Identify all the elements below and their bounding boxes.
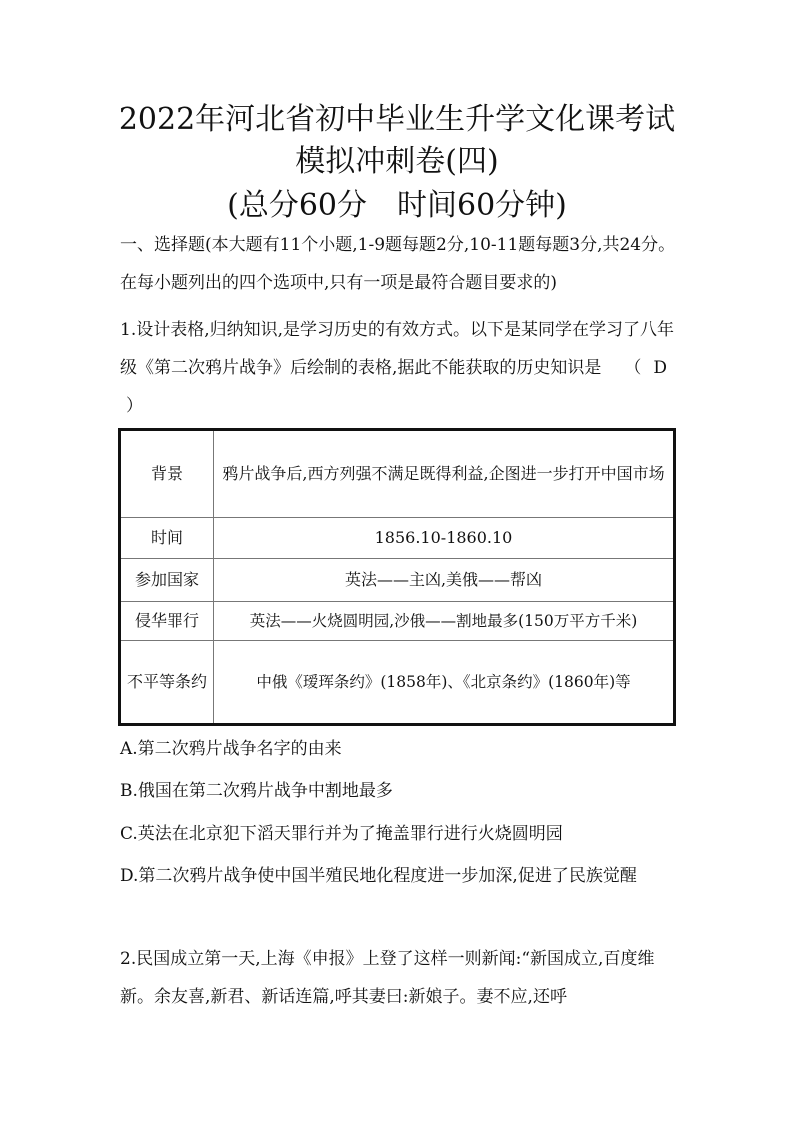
question-1-text: 1.设计表格,归纳知识,是学习历史的有效方式。以下是某同学在学习了八年级《第二次鸦片战争》后绘制的表格,据此不能获取的历史知识是 — [120, 320, 675, 378]
table-row — [120, 602, 675, 641]
table-row — [120, 559, 675, 602]
question-1-answer: D — [653, 358, 668, 378]
option-c: C.英法在北京犯下滔天罪行并为了掩盖罪行进行火烧圆明园 — [120, 824, 563, 844]
table-row — [120, 641, 675, 725]
exam-score-time: (总分60分 时间60分钟) — [227, 188, 567, 223]
table-row — [120, 518, 675, 559]
table-head-cell: 时间 — [120, 518, 214, 559]
summary-table — [118, 428, 676, 726]
option-a: A.第二次鸦片战争名字的由来 — [120, 739, 342, 759]
table-head-cell: 不平等条约 — [120, 641, 214, 725]
table-value-cell: 鸦片战争后,西方列强不满足既得利益,企图进一步打开中国市场 — [214, 430, 675, 518]
answer-bracket-close: ） — [126, 396, 143, 416]
answer-bracket-open: （ — [624, 358, 642, 378]
table-row — [120, 430, 675, 518]
question-1-stem — [120, 311, 680, 425]
table-value-cell: 英法——火烧圆明园,沙俄——割地最多(150万平方千米) — [214, 602, 675, 641]
option-b: B.俄国在第二次鸦片战争中割地最多 — [120, 781, 393, 801]
table-value-cell: 中俄《瑷珲条约》(1858年)、《北京条约》(1860年)等 — [214, 641, 675, 725]
question-2-stem: 2.民国成立第一天,上海《申报》上登了这样一则新闻:“新国成立,百度维新。余友喜,新君、新话连篇,呼其妻曰:新娘子。妻不应,还呼 — [120, 949, 655, 1007]
table-head-cell: 参加国家 — [120, 559, 214, 602]
table-value-cell: 英法——主凶,美俄——帮凶 — [214, 559, 675, 602]
exam-title-line1: 2022年河北省初中毕业生升学文化课考试 — [118, 102, 676, 137]
table-head-cell: 侵华罪行 — [120, 602, 214, 641]
section-intro: 一、选择题(本大题有11个小题,1-9题每题2分,10-11题每题3分,共24分。在每小题列出的四个选项中,只有一项是最符合题目要求的) — [120, 235, 676, 293]
table-head-cell: 背景 — [120, 430, 214, 518]
exam-title-line2: 模拟冲刺卷(四) — [295, 144, 499, 179]
option-d: D.第二次鸦片战争使中国半殖民地化程度进一步加深,促进了民族觉醒 — [120, 866, 637, 886]
table-value-cell: 1856.10-1860.10 — [214, 518, 675, 559]
